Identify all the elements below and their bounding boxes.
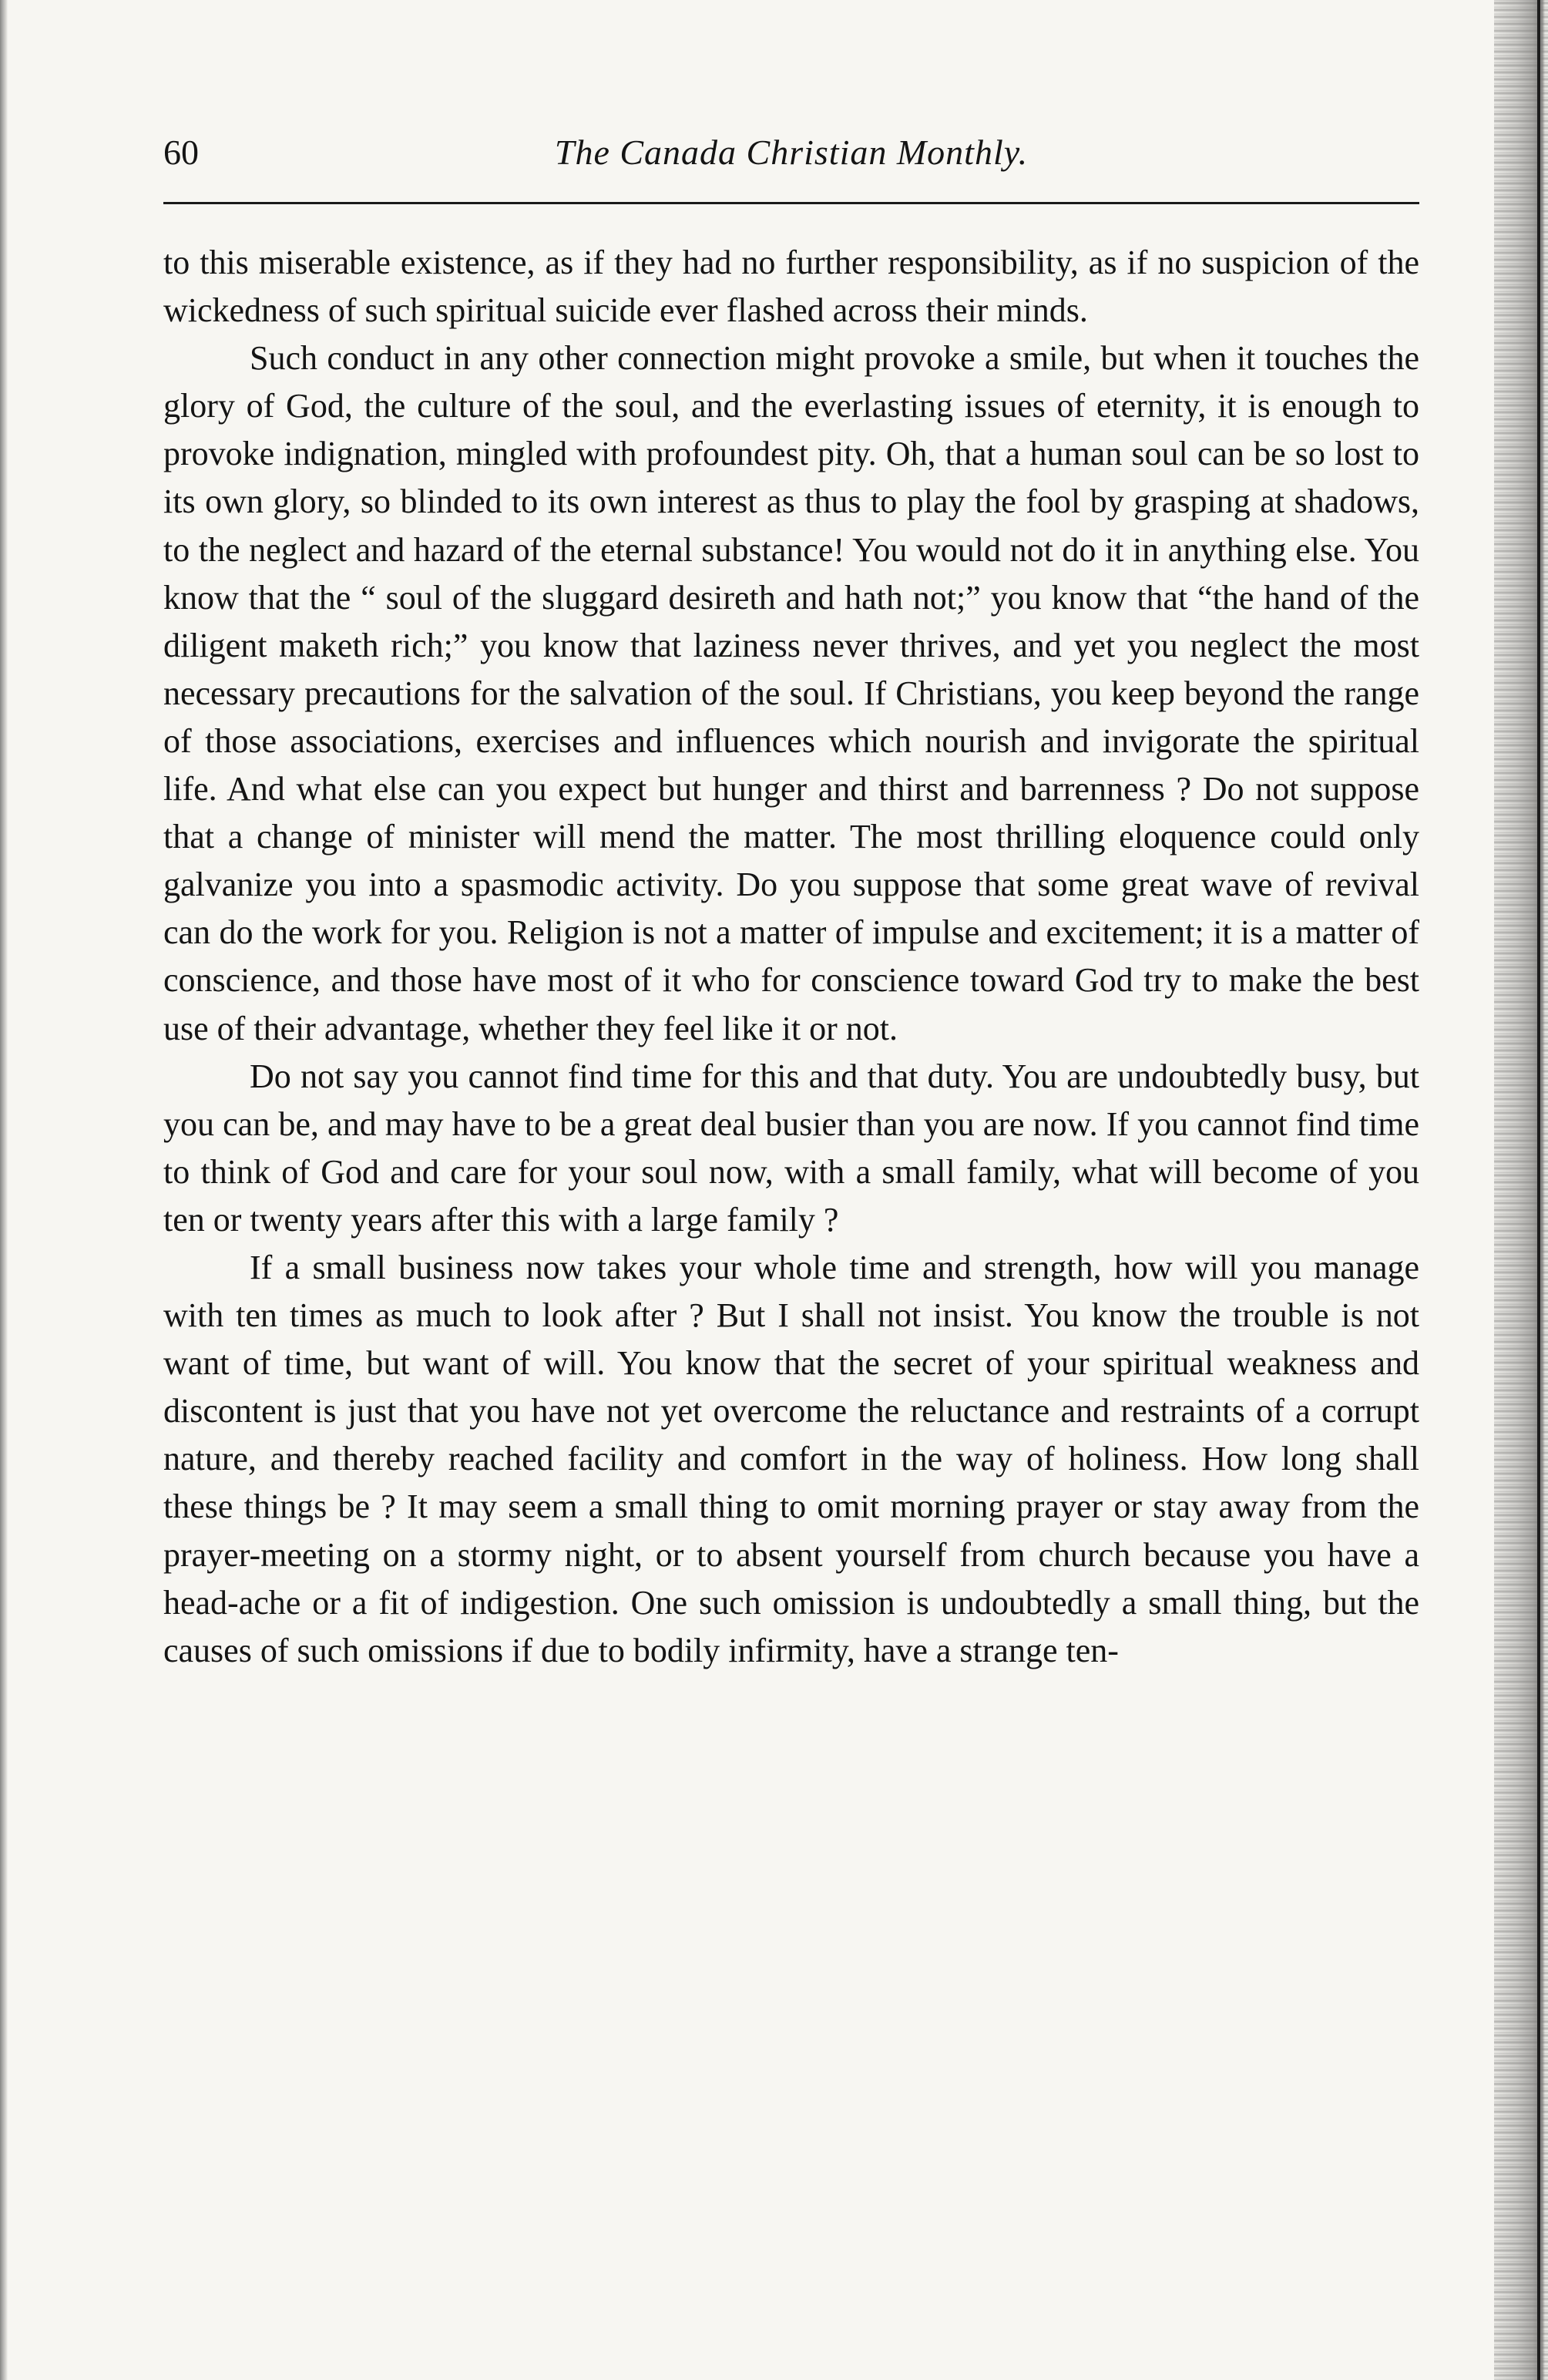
paragraph-4: If a small business now takes your whole time and strength, how will you manage with ten times as much to look after ? But I shall not insist. You know the trouble is not want of time, but want of will. You know that the secret of your spiritual weakness and discontent is just that you have not yet overcome the reluctance and restraints of a corrupt nature, and thereby reached facility and comfort in the way of holiness. How long shall these things be ? It may seem a small thing to omit morning prayer or stay away from the prayer-meeting on a stormy night, or to absent yourself from church because you have a head-ache or a fit of indigestion. One such omission is undoubtedly a small thing, but the causes of such omissions if due to bodily infirmity, have a strange ten- bbox=[163, 1248, 1419, 1669]
paragraph-2: Such conduct in any other connection might provoke a smile, but when it touches the glory of God, the culture of the soul, and the everlasting issues of eternity, it is enough to provoke indignation, mingled with profoundest pity. Oh, that a human soul can be so lost to its own glory, so blinded to its own interest as thus to play the fool by grasping at shadows, to the neglect and hazard of the eternal substance! You would not do it in anything else. You know that the “ soul of the sluggard desireth and hath not;” you know that “the hand of the diligent maketh rich;” you know that laziness never thrives, and yet you neglect the most necessary precautions for the salvation of the soul. If Christians, you keep beyond the range of those associations, exercises and influences which nourish and invigorate the spiritual life. And what else can you expect but hunger and thirst and barrenness ? Do not suppose that a change of minister will mend the matter. The most thrilling eloquence could only galvanize you into a spasmodic activity. Do you suppose that some great wave of revival can do the work for you. Religion is not a matter of impulse and excitement; it is a matter of conscience, and those have most of it who for conscience toward God try to make the best use of their advantage, whether they feel like it or not. bbox=[163, 339, 1419, 1047]
running-header bbox=[163, 129, 1419, 176]
right-edge-line bbox=[1537, 0, 1540, 2380]
article-body bbox=[163, 239, 1419, 1675]
running-title: The Canada Christian Monthly. bbox=[554, 133, 1029, 172]
paragraph-3: Do not say you cannot find time for this and that duty. You are undoubtedly busy, but you can be, and may have to be a great deal busier than you are now. If you cannot find time to think of God and care for your soul now, with a small family, what will become of you ten or twenty years after this with a large family ? bbox=[163, 1057, 1419, 1239]
left-page-edge bbox=[0, 0, 8, 2380]
header-rule bbox=[163, 202, 1419, 204]
page-number: 60 bbox=[163, 133, 199, 172]
paragraph-1: to this miserable existence, as if they had no further responsibility, as if no suspicion of the wickedness of such spiritual suicide ever flashed across their minds. bbox=[163, 244, 1419, 330]
